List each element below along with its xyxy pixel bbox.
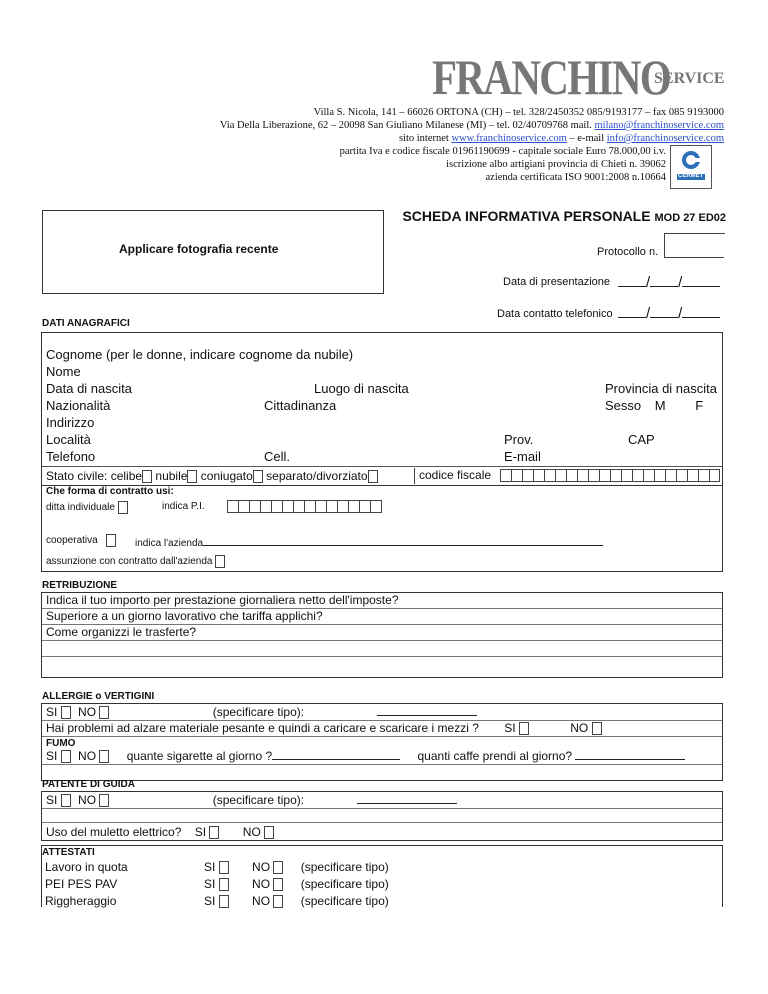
divider bbox=[42, 466, 722, 467]
muletto-row bbox=[46, 825, 274, 839]
pesi-row bbox=[42, 721, 722, 737]
title-main: SCHEDA INFORMATIVA PERSONALE bbox=[402, 208, 651, 224]
patente-row bbox=[42, 792, 722, 809]
att3-spec-label: (specificare tipo) bbox=[300, 894, 389, 908]
attestato-2-options bbox=[204, 877, 389, 891]
retribuzione-blank-1[interactable] bbox=[42, 641, 722, 657]
section-dati-anagrafici: DATI ANAGRAFICI bbox=[42, 318, 130, 329]
certification-badge bbox=[670, 145, 712, 189]
header-line-3-text: sito internet bbox=[398, 133, 452, 144]
att3-no-checkbox[interactable] bbox=[273, 895, 283, 908]
patente-spec-field[interactable] bbox=[357, 792, 457, 804]
muletto-si-label: SI bbox=[194, 825, 207, 839]
retribuzione-q1[interactable] bbox=[42, 593, 722, 609]
sesso-m-option[interactable]: M bbox=[654, 398, 666, 413]
ditta-label: ditta individuale bbox=[46, 502, 115, 514]
presentazione-date-field[interactable]: / / bbox=[618, 274, 720, 291]
pesi-si-label: SI bbox=[504, 721, 516, 735]
celibe-checkbox[interactable] bbox=[142, 470, 152, 483]
cert-label: CERMET bbox=[678, 173, 704, 179]
ditta-checkbox[interactable] bbox=[118, 501, 128, 514]
attestati-box bbox=[41, 845, 723, 907]
att2-si-label: SI bbox=[204, 877, 216, 891]
protocollo-field-top bbox=[664, 233, 725, 234]
att1-si-label: SI bbox=[204, 860, 216, 874]
pesi-si-checkbox[interactable] bbox=[519, 722, 529, 735]
att2-si-checkbox[interactable] bbox=[219, 878, 229, 891]
caffe-label: quanti caffe prendi al giorno? bbox=[417, 749, 573, 763]
dati-anagrafici-box bbox=[41, 332, 723, 486]
photo-box[interactable] bbox=[42, 210, 384, 294]
att1-no-label: NO bbox=[252, 860, 271, 874]
nome-label: Nome bbox=[46, 364, 81, 379]
header-line-3 bbox=[399, 133, 724, 144]
contatto-label: Data contatto telefonico bbox=[497, 308, 613, 320]
patente-si-checkbox[interactable] bbox=[61, 794, 71, 807]
indica-azienda-label: indica l'azienda bbox=[135, 538, 204, 549]
allergie-no-checkbox[interactable] bbox=[99, 706, 109, 719]
codice-fiscale-label: codice fiscale bbox=[419, 468, 492, 482]
nazionalita-label: Nazionalità bbox=[46, 398, 111, 413]
pesi-no-label: NO bbox=[570, 721, 589, 735]
localita-label: Località bbox=[46, 432, 91, 447]
header-line-1: Villa S. Nicola, 141 – 66026 ORTONA (CH) – tel. 328/2450352 085/9193177 – fax 085 9193000 bbox=[313, 107, 724, 118]
header-line-4: partita Iva e codice fiscale 01961190699 - capitale sociale Euro 78.000,00 i.v. bbox=[339, 146, 666, 157]
caffe-field[interactable] bbox=[575, 748, 685, 760]
presentazione-label: Data di presentazione bbox=[503, 276, 611, 288]
att1-si-checkbox[interactable] bbox=[219, 861, 229, 874]
cert-icon bbox=[671, 146, 711, 188]
separato-checkbox[interactable] bbox=[368, 470, 378, 483]
att2-spec-label: (specificare tipo) bbox=[300, 877, 389, 891]
retribuzione-box bbox=[41, 592, 723, 678]
coniugato-label: coniugato bbox=[200, 469, 253, 483]
partita-iva-input[interactable] bbox=[227, 500, 382, 513]
section-retribuzione: RETRIBUZIONE bbox=[42, 580, 117, 591]
allergie-spec-label: (specificare tipo): bbox=[212, 705, 305, 719]
data-nascita-label: Data di nascita bbox=[46, 381, 132, 396]
logo-text: FRANCHINO bbox=[432, 49, 671, 105]
muletto-si-checkbox[interactable] bbox=[209, 826, 219, 839]
azienda-row bbox=[135, 534, 603, 549]
sesso-f-option[interactable]: F bbox=[695, 398, 704, 413]
q1-text: Indica il tuo importo per prestazione giornaliera netto dell'imposte? bbox=[46, 593, 399, 607]
att2-no-label: NO bbox=[252, 877, 271, 891]
assunzione-checkbox[interactable] bbox=[215, 555, 225, 568]
nubile-label: nubile bbox=[155, 469, 188, 483]
header-line-2 bbox=[220, 120, 724, 131]
nubile-checkbox[interactable] bbox=[187, 470, 197, 483]
logo-sub: SERVICE bbox=[654, 70, 725, 87]
protocollo-label: Protocollo n. bbox=[597, 246, 659, 258]
contatto-date-field[interactable]: / / bbox=[618, 305, 720, 322]
att3-si-label: SI bbox=[204, 894, 216, 908]
allergie-si-checkbox[interactable] bbox=[61, 706, 71, 719]
cooperativa-label: cooperativa bbox=[46, 535, 98, 547]
retribuzione-q3[interactable] bbox=[42, 625, 722, 641]
azienda-field[interactable] bbox=[203, 534, 603, 546]
provincia-nascita-label: Provincia di nascita bbox=[605, 381, 717, 396]
info-email-link[interactable]: info@franchinoservice.com bbox=[606, 133, 724, 144]
coniugato-checkbox[interactable] bbox=[253, 470, 263, 483]
section-patente: PATENTE DI GUIDA bbox=[42, 779, 135, 790]
pesi-question: Hai problemi ad alzare materiale pesante e quindi a caricare e scaricare i mezzi ? bbox=[46, 721, 479, 735]
spacer bbox=[41, 839, 721, 840]
cooperativa-checkbox[interactable] bbox=[106, 534, 116, 547]
muletto-no-checkbox[interactable] bbox=[264, 826, 274, 839]
att1-spec-label: (specificare tipo) bbox=[300, 860, 389, 874]
indica-pi-label: indica P.I. bbox=[162, 501, 205, 512]
telefono-label: Telefono bbox=[46, 449, 96, 464]
fumo-si-checkbox[interactable] bbox=[61, 750, 71, 763]
patente-si-label: SI bbox=[46, 793, 58, 807]
assunzione-row bbox=[46, 555, 225, 568]
form-title bbox=[402, 208, 726, 224]
attestato-3-options bbox=[204, 894, 389, 908]
cognome-label: Cognome (per le donne, indicare cognome da nubile) bbox=[46, 347, 354, 362]
allergie-row bbox=[42, 704, 722, 721]
cooperativa-row bbox=[46, 534, 116, 547]
fumo-row bbox=[42, 748, 722, 765]
cell-label: Cell. bbox=[264, 449, 291, 464]
section-attestati: ATTESTATI bbox=[42, 847, 95, 858]
company-logo bbox=[432, 48, 671, 105]
sesso-group bbox=[605, 398, 703, 413]
title-code: MOD 27 ED02 bbox=[654, 212, 726, 224]
sigarette-field[interactable] bbox=[272, 748, 400, 760]
cittadinanza-label: Cittadinanza bbox=[264, 398, 337, 413]
allergie-box bbox=[41, 703, 723, 781]
q2-text: Superiore a un giorno lavorativo che tariffa applichi? bbox=[46, 609, 323, 623]
ditta-row bbox=[46, 501, 128, 514]
section-fumo: FUMO bbox=[46, 738, 76, 749]
att2-no-checkbox[interactable] bbox=[273, 878, 283, 891]
fumo-no-label: NO bbox=[78, 749, 97, 763]
allergie-spec-field[interactable] bbox=[377, 704, 477, 716]
allergie-no-label: NO bbox=[78, 705, 97, 719]
codice-fiscale-group bbox=[414, 468, 491, 484]
contratto-box bbox=[41, 484, 723, 572]
header-line-2-text: Via Della Liberazione, 62 – 20098 San Giuliano Milanese (MI) – tel. 02/40709768 mail. bbox=[219, 120, 595, 131]
cap-label: CAP bbox=[628, 432, 655, 447]
codice-fiscale-input[interactable] bbox=[500, 469, 720, 482]
email-label: E-mail bbox=[504, 449, 541, 464]
protocollo-field[interactable] bbox=[664, 233, 724, 258]
luogo-nascita-label: Luogo di nascita bbox=[314, 381, 409, 396]
att3-no-label: NO bbox=[252, 894, 271, 908]
assunzione-label: assunzione con contratto dall'azienda bbox=[46, 556, 213, 568]
patente-box bbox=[41, 791, 723, 841]
indirizzo-label: Indirizzo bbox=[46, 415, 95, 430]
retribuzione-q2[interactable] bbox=[42, 609, 722, 625]
stato-civile-row bbox=[46, 469, 378, 483]
att3-si-checkbox[interactable] bbox=[219, 895, 229, 908]
patente-blank-row[interactable] bbox=[42, 809, 722, 823]
patente-spec-label: (specificare tipo): bbox=[212, 793, 305, 807]
photo-box-label: Applicare fotografia recente bbox=[119, 242, 279, 256]
pesi-no-checkbox[interactable] bbox=[592, 722, 602, 735]
website-link[interactable]: www.franchinoservice.com bbox=[451, 133, 567, 144]
q3-text: Come organizzi le trasferte? bbox=[46, 625, 197, 639]
header-line-6: azienda certificata ISO 9001:2008 n.10664 bbox=[485, 172, 666, 183]
sigarette-label: quante sigarette al giorno ? bbox=[126, 749, 273, 763]
attestato-riggheraggio: Riggheraggio bbox=[45, 894, 117, 908]
fumo-si-label: SI bbox=[46, 749, 58, 763]
stato-civile-label: Stato civile: celibe bbox=[46, 469, 143, 483]
attestato-lavoro-quota: Lavoro in quota bbox=[45, 860, 128, 874]
sesso-label: Sesso bbox=[605, 398, 642, 413]
contratto-question: Che forma di contratto usi: bbox=[46, 486, 174, 497]
patente-no-label: NO bbox=[78, 793, 97, 807]
separato-label: separato/divorziato bbox=[266, 469, 368, 483]
header-line-3-mid: – e-mail bbox=[566, 133, 607, 144]
milano-email-link[interactable]: milano@franchinoservice.com bbox=[594, 120, 724, 131]
prov-label: Prov. bbox=[504, 432, 534, 447]
fumo-no-checkbox[interactable] bbox=[99, 750, 109, 763]
muletto-label: Uso del muletto elettrico? bbox=[46, 825, 182, 839]
allergie-si-label: SI bbox=[46, 705, 58, 719]
muletto-no-label: NO bbox=[242, 825, 261, 839]
section-allergie: ALLERGIE o VERTIGINI bbox=[42, 691, 155, 702]
att1-no-checkbox[interactable] bbox=[273, 861, 283, 874]
patente-no-checkbox[interactable] bbox=[99, 794, 109, 807]
attestato-pei-pes-pav: PEI PES PAV bbox=[45, 877, 118, 891]
header-line-5: iscrizione albo artigiani provincia di Chieti n. 39062 bbox=[446, 159, 666, 170]
attestato-1-options bbox=[204, 860, 389, 874]
